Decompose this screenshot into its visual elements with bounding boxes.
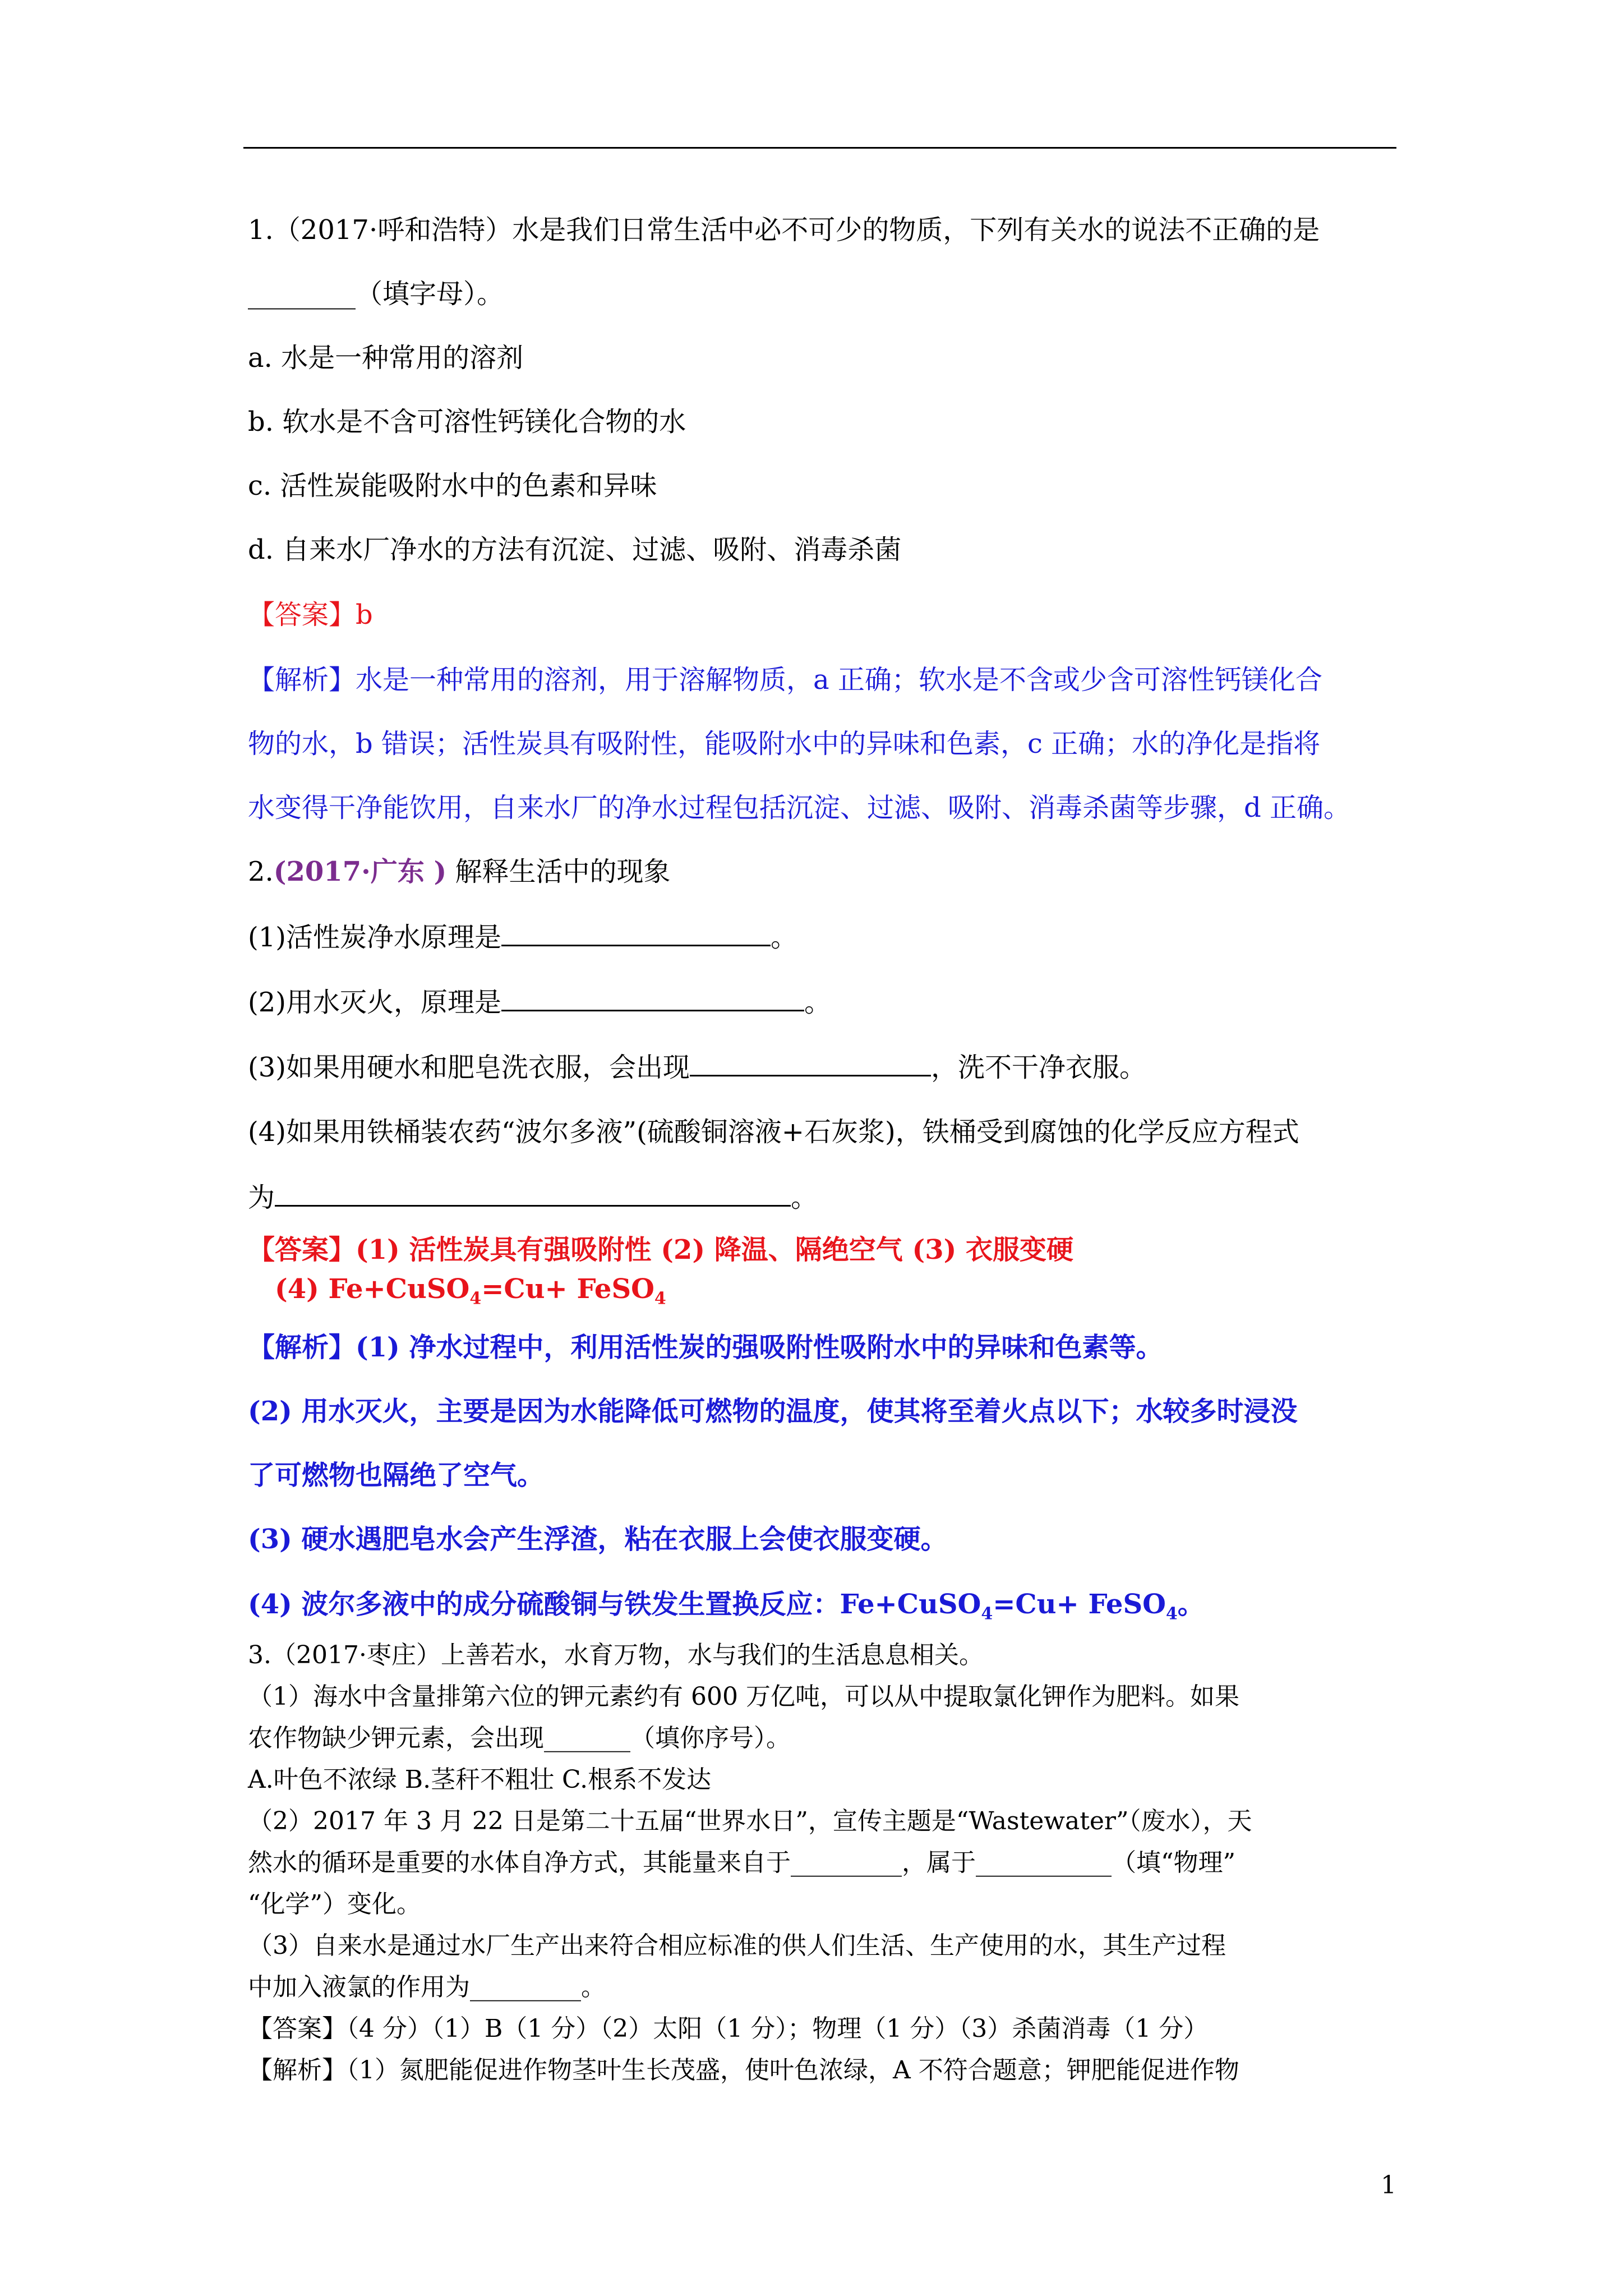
q1-option-c: c. 活性炭能吸附水中的色素和异味 bbox=[248, 470, 657, 501]
answer-blank bbox=[501, 985, 804, 1011]
q1-answer: 【答案】b bbox=[248, 599, 373, 631]
q2-sub-3 bbox=[248, 1050, 1146, 1084]
q3-answer: 【答案】（4 分）（1）B（1 分）（2）太阳（1 分）；物理（1 分）（3）杀菌消毒（1 分） bbox=[248, 2014, 1209, 2043]
q3-line: 然水的循环是重要的水体自净方式，其能量来自于_________，属于___________（填“物理” bbox=[248, 1848, 1235, 1877]
q1-analysis-line: 水变得干净能饮用，自来水厂的净水过程包括沉淀、过滤、吸附、消毒杀菌等步骤，d 正确。 bbox=[248, 792, 1350, 823]
q2-sub-3-text: (3)如果用硬水和肥皂洗衣服，会出现 bbox=[248, 1052, 690, 1083]
page-number: 1 bbox=[1381, 2171, 1396, 2200]
q1-analysis-line: 【解析】水是一种常用的溶剂，用于溶解物质，a 正确；软水是不含或少含可溶性钙镁化合 bbox=[248, 664, 1322, 696]
q2-analysis-5-text2: =Cu+ FeSO bbox=[993, 1589, 1166, 1620]
answer-blank bbox=[690, 1050, 931, 1076]
q2-analysis-line: (2) 用水灭火，主要是因为水能降低可燃物的温度，使其将至着火点以下；水较多时浸没 bbox=[248, 1396, 1298, 1427]
q3-line: （2）2017 年 3 月 22 日是第二十五届“世界水日”，宣传主题是“Wastewater”（废水），天 bbox=[248, 1807, 1252, 1835]
q2-analysis-line: 了可燃物也隔绝了空气。 bbox=[248, 1460, 545, 1491]
subscript: 4 bbox=[1165, 1604, 1178, 1624]
q1-stem: 1.（2017·呼和浩特）水是我们日常生活中必不可少的物质，下列有关水的说法不正确的是 bbox=[248, 214, 1320, 246]
q2-sub-4: (4)如果用铁桶装农药“波尔多液”(硫酸铜溶液+石灰浆)，铁桶受到腐蚀的化学反应方程式 bbox=[248, 1116, 1299, 1148]
subscript: 4 bbox=[654, 1289, 666, 1309]
q2-answer-4-text2: =Cu+ FeSO bbox=[481, 1273, 654, 1305]
q2-sub-2-text: (2)用水灭火，原理是 bbox=[248, 987, 501, 1018]
q2-analysis-5-end: 。 bbox=[1177, 1589, 1205, 1620]
answer-blank bbox=[501, 920, 771, 946]
q3-line: （1）海水中含量排第六位的钾元素约有 600 万亿吨，可以从中提取氯化钾作为肥料。如果 bbox=[248, 1682, 1239, 1711]
q2-sub-3-end: ，洗不干净衣服。 bbox=[931, 1052, 1147, 1083]
q2-sub-2-end: 。 bbox=[804, 987, 832, 1018]
answer-blank bbox=[275, 1180, 791, 1207]
q2-answer: 【答案】(1) 活性炭具有强吸附性 (2) 降温、隔绝空气 (3) 衣服变硬 bbox=[248, 1234, 1074, 1266]
q2-sub-4b-end: 。 bbox=[791, 1182, 818, 1213]
q2-answer-4-text: (4) Fe+CuSO bbox=[275, 1273, 470, 1305]
q3-analysis: 【解析】（1）氮肥能促进作物茎叶生长茂盛，使叶色浓绿，A 不符合题意；钾肥能促进作物 bbox=[248, 2056, 1239, 2085]
q2-analysis-line: (3) 硬水遇肥皂水会产生浮渣，粘在衣服上会使衣服变硬。 bbox=[248, 1524, 948, 1555]
q2-sub-1 bbox=[248, 920, 797, 954]
q2-sub-1-text: (1)活性炭净水原理是 bbox=[248, 922, 501, 953]
q3-line: “化学”）变化。 bbox=[248, 1890, 421, 1918]
subscript: 4 bbox=[469, 1289, 482, 1309]
q2-answer-4 bbox=[275, 1272, 666, 1316]
q1-stem-blank: ________（填字母）。 bbox=[248, 278, 504, 310]
q2-sub-4b-text: 为 bbox=[248, 1182, 275, 1213]
q2-analysis-line bbox=[248, 1588, 1205, 1631]
q3-line: 农作物缺少钾元素，会出现_______（填你序号）。 bbox=[248, 1724, 791, 1752]
q3-line: （3）自来水是通过水厂生产出来符合相应标准的供人们生活、生产使用的水，其生产过程 bbox=[248, 1931, 1226, 1960]
q2-heading: 解释生活中的现象 bbox=[446, 856, 671, 887]
q1-option-a: a. 水是一种常用的溶剂 bbox=[248, 342, 524, 374]
subscript: 4 bbox=[981, 1604, 993, 1624]
q3-line: 中加入液氯的作用为_________。 bbox=[248, 1973, 606, 2001]
q2-analysis-line: 【解析】(1) 净水过程中，利用活性炭的强吸附性吸附水中的异味和色素等。 bbox=[248, 1332, 1163, 1363]
q3-options: A.叶色不浓绿 B.茎秆不粗壮 C.根系不发达 bbox=[248, 1765, 712, 1794]
q2-sub-4-cont bbox=[248, 1180, 818, 1214]
q1-option-b: b. 软水是不含可溶性钙镁化合物的水 bbox=[248, 406, 686, 438]
header-rule bbox=[243, 147, 1396, 149]
q2-number: 2. bbox=[248, 856, 274, 887]
q2-title bbox=[248, 855, 671, 889]
q1-analysis-line: 物的水，b 错误；活性炭具有吸附性，能吸附水中的异味和色素，c 正确；水的净化是指将 bbox=[248, 728, 1321, 760]
q2-sub-1-end: 。 bbox=[771, 922, 798, 953]
q3-line: 3.（2017·枣庄）上善若水，水育万物，水与我们的生活息息相关。 bbox=[248, 1641, 984, 1669]
q2-analysis-5-text: (4) 波尔多液中的成分硫酸铜与铁发生置换反应：Fe+CuSO bbox=[248, 1589, 981, 1620]
q1-option-d: d. 自来水厂净水的方法有沉淀、过滤、吸附、消毒杀菌 bbox=[248, 534, 902, 565]
q2-source: (2017·广东 ) bbox=[273, 856, 447, 887]
q2-sub-2 bbox=[248, 985, 831, 1019]
